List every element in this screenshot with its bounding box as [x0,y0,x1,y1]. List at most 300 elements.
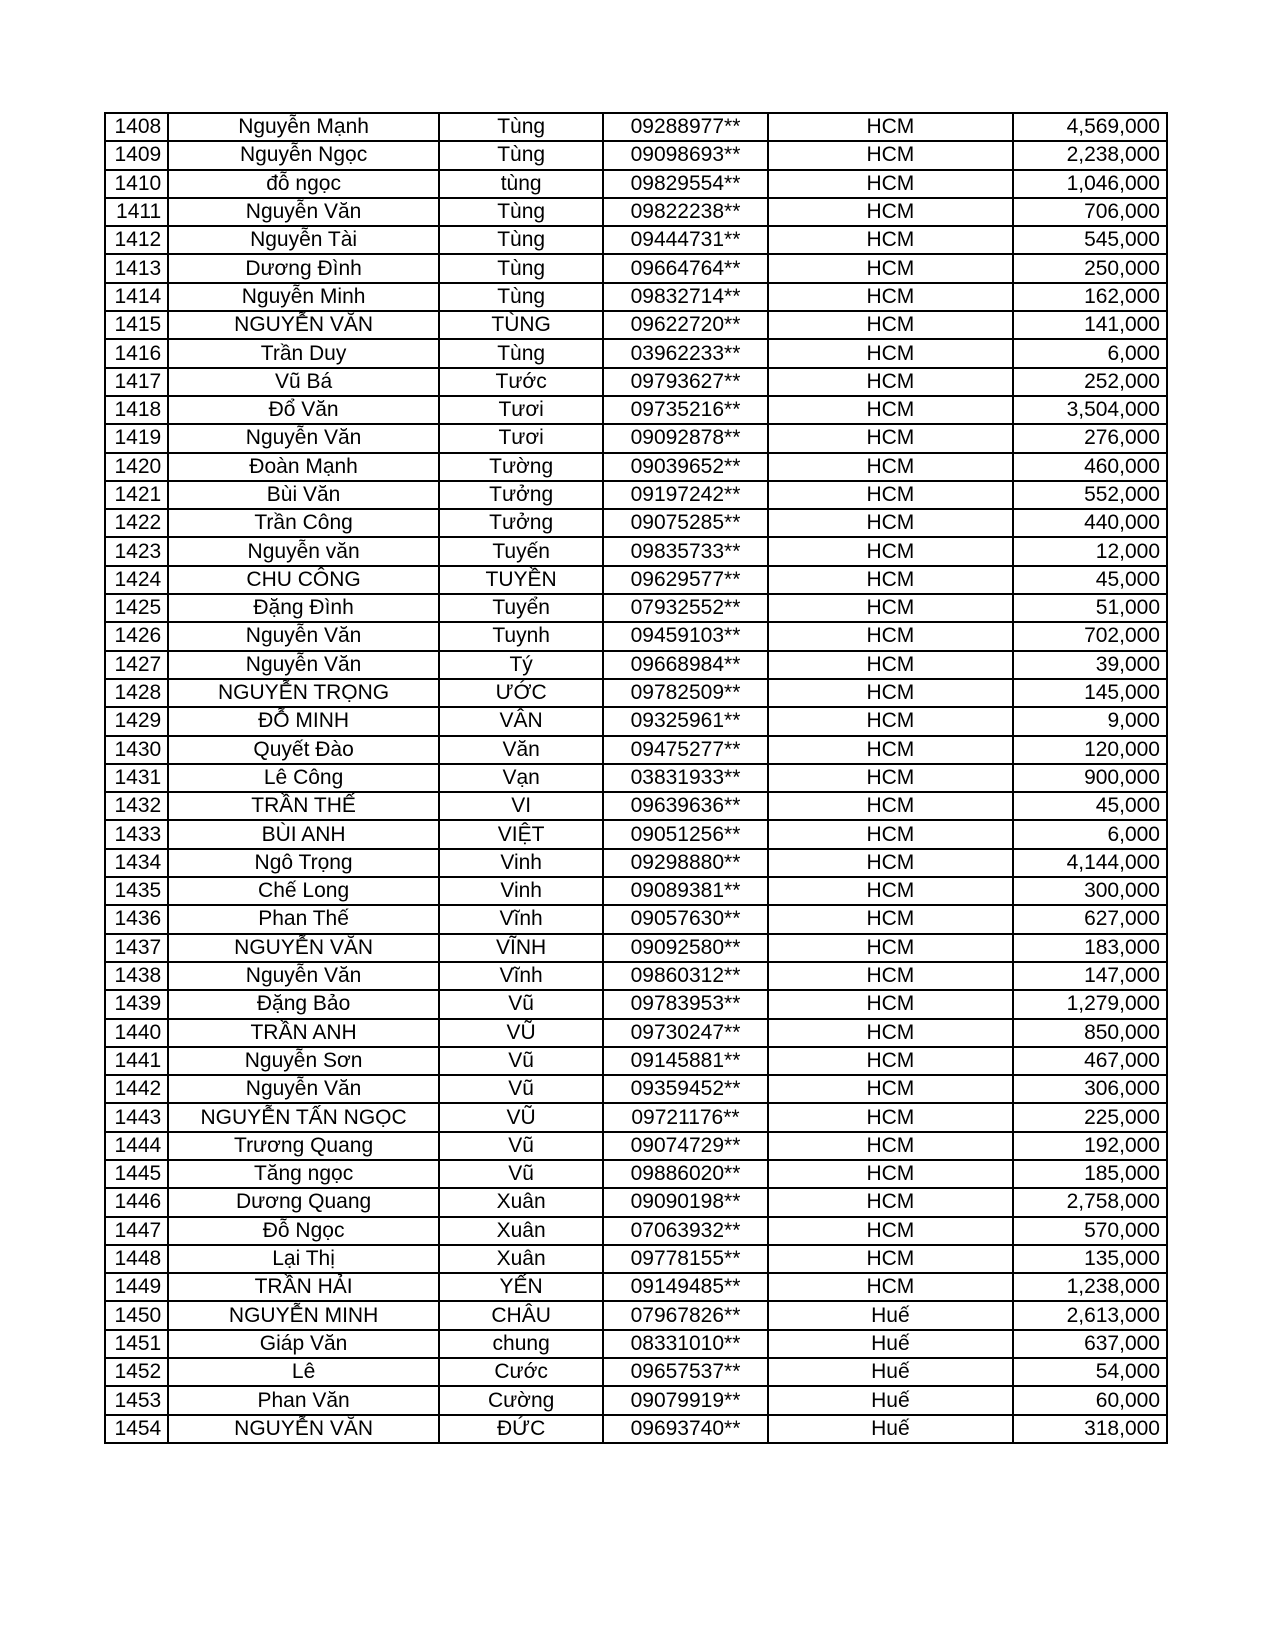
city-cell: HCM [768,707,1013,735]
amount-cell: 250,000 [1013,254,1167,282]
table-row [105,792,1167,820]
city-cell: HCM [768,283,1013,311]
row-number-cell: 1432 [105,792,168,820]
amount-cell: 276,000 [1013,424,1167,452]
table-row [105,1103,1167,1131]
first-name-cell: Tùng [439,254,603,282]
table-row [105,877,1167,905]
data-table [104,112,1168,1444]
table-row [105,339,1167,367]
city-cell: HCM [768,1075,1013,1103]
amount-cell: 60,000 [1013,1386,1167,1414]
last-middle-name-cell: Nguyễn Ngọc [168,141,439,169]
last-middle-name-cell: Ngô Trọng [168,849,439,877]
amount-cell: 145,000 [1013,679,1167,707]
amount-cell: 4,144,000 [1013,849,1167,877]
table-row [105,1301,1167,1329]
last-middle-name-cell: Lại Thị [168,1245,439,1273]
city-cell: HCM [768,820,1013,848]
first-name-cell: Tùng [439,226,603,254]
phone-cell: 09092580** [603,934,767,962]
amount-cell: 183,000 [1013,934,1167,962]
table-row [105,1047,1167,1075]
first-name-cell: TÙNG [439,311,603,339]
table-row [105,283,1167,311]
city-cell: HCM [768,1103,1013,1131]
amount-cell: 1,046,000 [1013,170,1167,198]
table-row [105,1132,1167,1160]
last-middle-name-cell: TRẦN THẾ [168,792,439,820]
city-cell: HCM [768,226,1013,254]
last-middle-name-cell: ĐỖ MINH [168,707,439,735]
phone-cell: 09098693** [603,141,767,169]
row-number-cell: 1411 [105,198,168,226]
row-number-cell: 1452 [105,1358,168,1386]
table-row [105,368,1167,396]
last-middle-name-cell: Nguyễn Tài [168,226,439,254]
first-name-cell: Tưởng [439,509,603,537]
phone-cell: 09359452** [603,1075,767,1103]
last-middle-name-cell: TRẦN ANH [168,1019,439,1047]
amount-cell: 6,000 [1013,339,1167,367]
last-middle-name-cell: NGUYỄN TRỌNG [168,679,439,707]
phone-cell: 09298880** [603,849,767,877]
amount-cell: 54,000 [1013,1358,1167,1386]
amount-cell: 192,000 [1013,1132,1167,1160]
row-number-cell: 1410 [105,170,168,198]
table-row [105,170,1167,198]
last-middle-name-cell: Lê Công [168,764,439,792]
city-cell: HCM [768,1188,1013,1216]
city-cell: HCM [768,1273,1013,1301]
city-cell: HCM [768,424,1013,452]
city-cell: HCM [768,651,1013,679]
amount-cell: 39,000 [1013,651,1167,679]
phone-cell: 09475277** [603,736,767,764]
table-row [105,934,1167,962]
row-number-cell: 1436 [105,905,168,933]
phone-cell: 09793627** [603,368,767,396]
amount-cell: 120,000 [1013,736,1167,764]
city-cell: HCM [768,736,1013,764]
last-middle-name-cell: Vũ Bá [168,368,439,396]
table-row [105,566,1167,594]
amount-cell: 3,504,000 [1013,396,1167,424]
row-number-cell: 1413 [105,254,168,282]
city-cell: HCM [768,1047,1013,1075]
city-cell: HCM [768,509,1013,537]
city-cell: HCM [768,1217,1013,1245]
row-number-cell: 1428 [105,679,168,707]
amount-cell: 45,000 [1013,792,1167,820]
first-name-cell: Vinh [439,849,603,877]
phone-cell: 09735216** [603,396,767,424]
phone-cell: 09057630** [603,905,767,933]
city-cell: HCM [768,990,1013,1018]
first-name-cell: CHÂU [439,1301,603,1329]
row-number-cell: 1414 [105,283,168,311]
table-row [105,764,1167,792]
table-row [105,453,1167,481]
row-number-cell: 1421 [105,481,168,509]
first-name-cell: Vũ [439,1047,603,1075]
city-cell: HCM [768,962,1013,990]
last-middle-name-cell: Giáp Văn [168,1330,439,1358]
last-middle-name-cell: Nguyễn Minh [168,283,439,311]
last-middle-name-cell: đỗ ngọc [168,170,439,198]
row-number-cell: 1431 [105,764,168,792]
phone-cell: 09693740** [603,1415,767,1443]
amount-cell: 570,000 [1013,1217,1167,1245]
table-row [105,1330,1167,1358]
city-cell: HCM [768,481,1013,509]
table-row [105,226,1167,254]
phone-cell: 07967826** [603,1301,767,1329]
amount-cell: 6,000 [1013,820,1167,848]
first-name-cell: Vũ [439,990,603,1018]
last-middle-name-cell: Lê [168,1358,439,1386]
first-name-cell: Tường [439,453,603,481]
table-row [105,537,1167,565]
first-name-cell: VÂN [439,707,603,735]
first-name-cell: Vũ [439,1132,603,1160]
city-cell: HCM [768,254,1013,282]
row-number-cell: 1440 [105,1019,168,1047]
row-number-cell: 1444 [105,1132,168,1160]
city-cell: HCM [768,1160,1013,1188]
table-row [105,651,1167,679]
amount-cell: 318,000 [1013,1415,1167,1443]
table-row [105,254,1167,282]
last-middle-name-cell: Đổ Văn [168,396,439,424]
first-name-cell: Tùng [439,283,603,311]
table-row [105,905,1167,933]
row-number-cell: 1438 [105,962,168,990]
first-name-cell: Vũ [439,1075,603,1103]
row-number-cell: 1449 [105,1273,168,1301]
last-middle-name-cell: NGUYỄN VĂN [168,311,439,339]
last-middle-name-cell: Nguyễn Văn [168,622,439,650]
phone-cell: 09721176** [603,1103,767,1131]
row-number-cell: 1451 [105,1330,168,1358]
amount-cell: 545,000 [1013,226,1167,254]
table-row [105,424,1167,452]
last-middle-name-cell: CHU CÔNG [168,566,439,594]
last-middle-name-cell: Đặng Đình [168,594,439,622]
phone-cell: 09622720** [603,311,767,339]
first-name-cell: ƯỚC [439,679,603,707]
last-middle-name-cell: Phan Văn [168,1386,439,1414]
last-middle-name-cell: Nguyễn Văn [168,1075,439,1103]
table-row [105,1386,1167,1414]
table-row [105,396,1167,424]
table-row [105,1245,1167,1273]
table-row [105,311,1167,339]
phone-cell: 09886020** [603,1160,767,1188]
phone-cell: 09782509** [603,679,767,707]
city-cell: HCM [768,141,1013,169]
city-cell: HCM [768,170,1013,198]
phone-cell: 09074729** [603,1132,767,1160]
first-name-cell: VIỆT [439,820,603,848]
row-number-cell: 1430 [105,736,168,764]
row-number-cell: 1415 [105,311,168,339]
table-row [105,1415,1167,1443]
amount-cell: 627,000 [1013,905,1167,933]
city-cell: HCM [768,849,1013,877]
phone-cell: 09051256** [603,820,767,848]
table-row [105,594,1167,622]
city-cell: HCM [768,1132,1013,1160]
city-cell: HCM [768,198,1013,226]
city-cell: HCM [768,679,1013,707]
amount-cell: 467,000 [1013,1047,1167,1075]
city-cell: HCM [768,1019,1013,1047]
row-number-cell: 1434 [105,849,168,877]
first-name-cell: TUYỀN [439,566,603,594]
row-number-cell: 1412 [105,226,168,254]
first-name-cell: Tước [439,368,603,396]
phone-cell: 09090198** [603,1188,767,1216]
phone-cell: 07932552** [603,594,767,622]
city-cell: HCM [768,368,1013,396]
city-cell: HCM [768,1245,1013,1273]
table-row [105,707,1167,735]
row-number-cell: 1422 [105,509,168,537]
last-middle-name-cell: NGUYỄN VĂN [168,1415,439,1443]
first-name-cell: Xuân [439,1188,603,1216]
phone-cell: 09079919** [603,1386,767,1414]
first-name-cell: Tùng [439,141,603,169]
row-number-cell: 1454 [105,1415,168,1443]
row-number-cell: 1420 [105,453,168,481]
last-middle-name-cell: Nguyễn văn [168,537,439,565]
first-name-cell: chung [439,1330,603,1358]
city-cell: HCM [768,594,1013,622]
row-number-cell: 1450 [105,1301,168,1329]
amount-cell: 900,000 [1013,764,1167,792]
first-name-cell: YẾN [439,1273,603,1301]
first-name-cell: Tùng [439,339,603,367]
first-name-cell: Vũ [439,1160,603,1188]
row-number-cell: 1446 [105,1188,168,1216]
last-middle-name-cell: Nguyễn Văn [168,198,439,226]
city-cell: HCM [768,934,1013,962]
amount-cell: 2,613,000 [1013,1301,1167,1329]
row-number-cell: 1447 [105,1217,168,1245]
last-middle-name-cell: Dương Đình [168,254,439,282]
city-cell: HCM [768,566,1013,594]
last-middle-name-cell: Nguyễn Văn [168,424,439,452]
first-name-cell: Tưởng [439,481,603,509]
last-middle-name-cell: Nguyễn Mạnh [168,113,439,141]
phone-cell: 09822238** [603,198,767,226]
phone-cell: 09197242** [603,481,767,509]
first-name-cell: Tuyến [439,537,603,565]
table-row [105,1075,1167,1103]
first-name-cell: VŨ [439,1103,603,1131]
last-middle-name-cell: Chế Long [168,877,439,905]
row-number-cell: 1429 [105,707,168,735]
last-middle-name-cell: Nguyễn Sơn [168,1047,439,1075]
table-row [105,481,1167,509]
table-row [105,1358,1167,1386]
row-number-cell: 1417 [105,368,168,396]
last-middle-name-cell: Phan Thế [168,905,439,933]
amount-cell: 4,569,000 [1013,113,1167,141]
city-cell: HCM [768,877,1013,905]
row-number-cell: 1453 [105,1386,168,1414]
city-cell: HCM [768,339,1013,367]
amount-cell: 162,000 [1013,283,1167,311]
row-number-cell: 1442 [105,1075,168,1103]
row-number-cell: 1424 [105,566,168,594]
phone-cell: 09039652** [603,453,767,481]
last-middle-name-cell: NGUYỄN MINH [168,1301,439,1329]
amount-cell: 637,000 [1013,1330,1167,1358]
amount-cell: 460,000 [1013,453,1167,481]
amount-cell: 185,000 [1013,1160,1167,1188]
first-name-cell: Vạn [439,764,603,792]
row-number-cell: 1423 [105,537,168,565]
phone-cell: 09832714** [603,283,767,311]
table-row [105,113,1167,141]
city-cell: Huế [768,1358,1013,1386]
first-name-cell: Tuynh [439,622,603,650]
row-number-cell: 1425 [105,594,168,622]
phone-cell: 09075285** [603,509,767,537]
city-cell: Huế [768,1415,1013,1443]
amount-cell: 2,758,000 [1013,1188,1167,1216]
amount-cell: 141,000 [1013,311,1167,339]
amount-cell: 252,000 [1013,368,1167,396]
phone-cell: 09730247** [603,1019,767,1047]
row-number-cell: 1419 [105,424,168,452]
first-name-cell: Tươi [439,424,603,452]
phone-cell: 09639636** [603,792,767,820]
phone-cell: 07063932** [603,1217,767,1245]
first-name-cell: Tùng [439,198,603,226]
city-cell: HCM [768,537,1013,565]
city-cell: HCM [768,113,1013,141]
amount-cell: 225,000 [1013,1103,1167,1131]
phone-cell: 09778155** [603,1245,767,1273]
row-number-cell: 1445 [105,1160,168,1188]
first-name-cell: VŨ [439,1019,603,1047]
phone-cell: 09145881** [603,1047,767,1075]
phone-cell: 09783953** [603,990,767,1018]
table-row [105,622,1167,650]
phone-cell: 03831933** [603,764,767,792]
city-cell: HCM [768,792,1013,820]
table-row [105,509,1167,537]
first-name-cell: VĨNH [439,934,603,962]
first-name-cell: Xuân [439,1245,603,1273]
last-middle-name-cell: Bùi Văn [168,481,439,509]
first-name-cell: Vĩnh [439,905,603,933]
table-row [105,1188,1167,1216]
last-middle-name-cell: Nguyễn Văn [168,651,439,679]
phone-cell: 09288977** [603,113,767,141]
amount-cell: 12,000 [1013,537,1167,565]
phone-cell: 09089381** [603,877,767,905]
first-name-cell: Tý [439,651,603,679]
first-name-cell: ĐỨC [439,1415,603,1443]
phone-cell: 09668984** [603,651,767,679]
row-number-cell: 1416 [105,339,168,367]
first-name-cell: Tùng [439,113,603,141]
first-name-cell: Tuyển [439,594,603,622]
city-cell: Huế [768,1330,1013,1358]
last-middle-name-cell: Đặng Bảo [168,990,439,1018]
first-name-cell: Cước [439,1358,603,1386]
row-number-cell: 1427 [105,651,168,679]
row-number-cell: 1448 [105,1245,168,1273]
row-number-cell: 1418 [105,396,168,424]
phone-cell: 09657537** [603,1358,767,1386]
amount-cell: 306,000 [1013,1075,1167,1103]
table-row [105,990,1167,1018]
city-cell: HCM [768,311,1013,339]
phone-cell: 09664764** [603,254,767,282]
row-number-cell: 1433 [105,820,168,848]
phone-cell: 09092878** [603,424,767,452]
table-row [105,1217,1167,1245]
table-body [105,113,1167,1443]
last-middle-name-cell: BÙI ANH [168,820,439,848]
first-name-cell: Cường [439,1386,603,1414]
last-middle-name-cell: Trần Duy [168,339,439,367]
city-cell: HCM [768,396,1013,424]
amount-cell: 706,000 [1013,198,1167,226]
table-row [105,198,1167,226]
phone-cell: 09835733** [603,537,767,565]
row-number-cell: 1409 [105,141,168,169]
phone-cell: 09325961** [603,707,767,735]
amount-cell: 440,000 [1013,509,1167,537]
amount-cell: 135,000 [1013,1245,1167,1273]
row-number-cell: 1441 [105,1047,168,1075]
phone-cell: 08331010** [603,1330,767,1358]
phone-cell: 09149485** [603,1273,767,1301]
last-middle-name-cell: NGUYỄN VĂN [168,934,439,962]
last-middle-name-cell: Dương Quang [168,1188,439,1216]
phone-cell: 09860312** [603,962,767,990]
table-row [105,141,1167,169]
table-row [105,1160,1167,1188]
amount-cell: 850,000 [1013,1019,1167,1047]
last-middle-name-cell: TRẦN HẢI [168,1273,439,1301]
table-row [105,736,1167,764]
city-cell: Huế [768,1301,1013,1329]
amount-cell: 702,000 [1013,622,1167,650]
amount-cell: 1,238,000 [1013,1273,1167,1301]
row-number-cell: 1443 [105,1103,168,1131]
city-cell: Huế [768,1386,1013,1414]
last-middle-name-cell: Quyết Đào [168,736,439,764]
last-middle-name-cell: Trần Công [168,509,439,537]
last-middle-name-cell: Đoàn Mạnh [168,453,439,481]
amount-cell: 9,000 [1013,707,1167,735]
amount-cell: 1,279,000 [1013,990,1167,1018]
row-number-cell: 1437 [105,934,168,962]
city-cell: HCM [768,905,1013,933]
phone-cell: 09444731** [603,226,767,254]
last-middle-name-cell: Nguyễn Văn [168,962,439,990]
last-middle-name-cell: NGUYỄN TẤN NGỌC [168,1103,439,1131]
table-row [105,1019,1167,1047]
first-name-cell: Tươi [439,396,603,424]
